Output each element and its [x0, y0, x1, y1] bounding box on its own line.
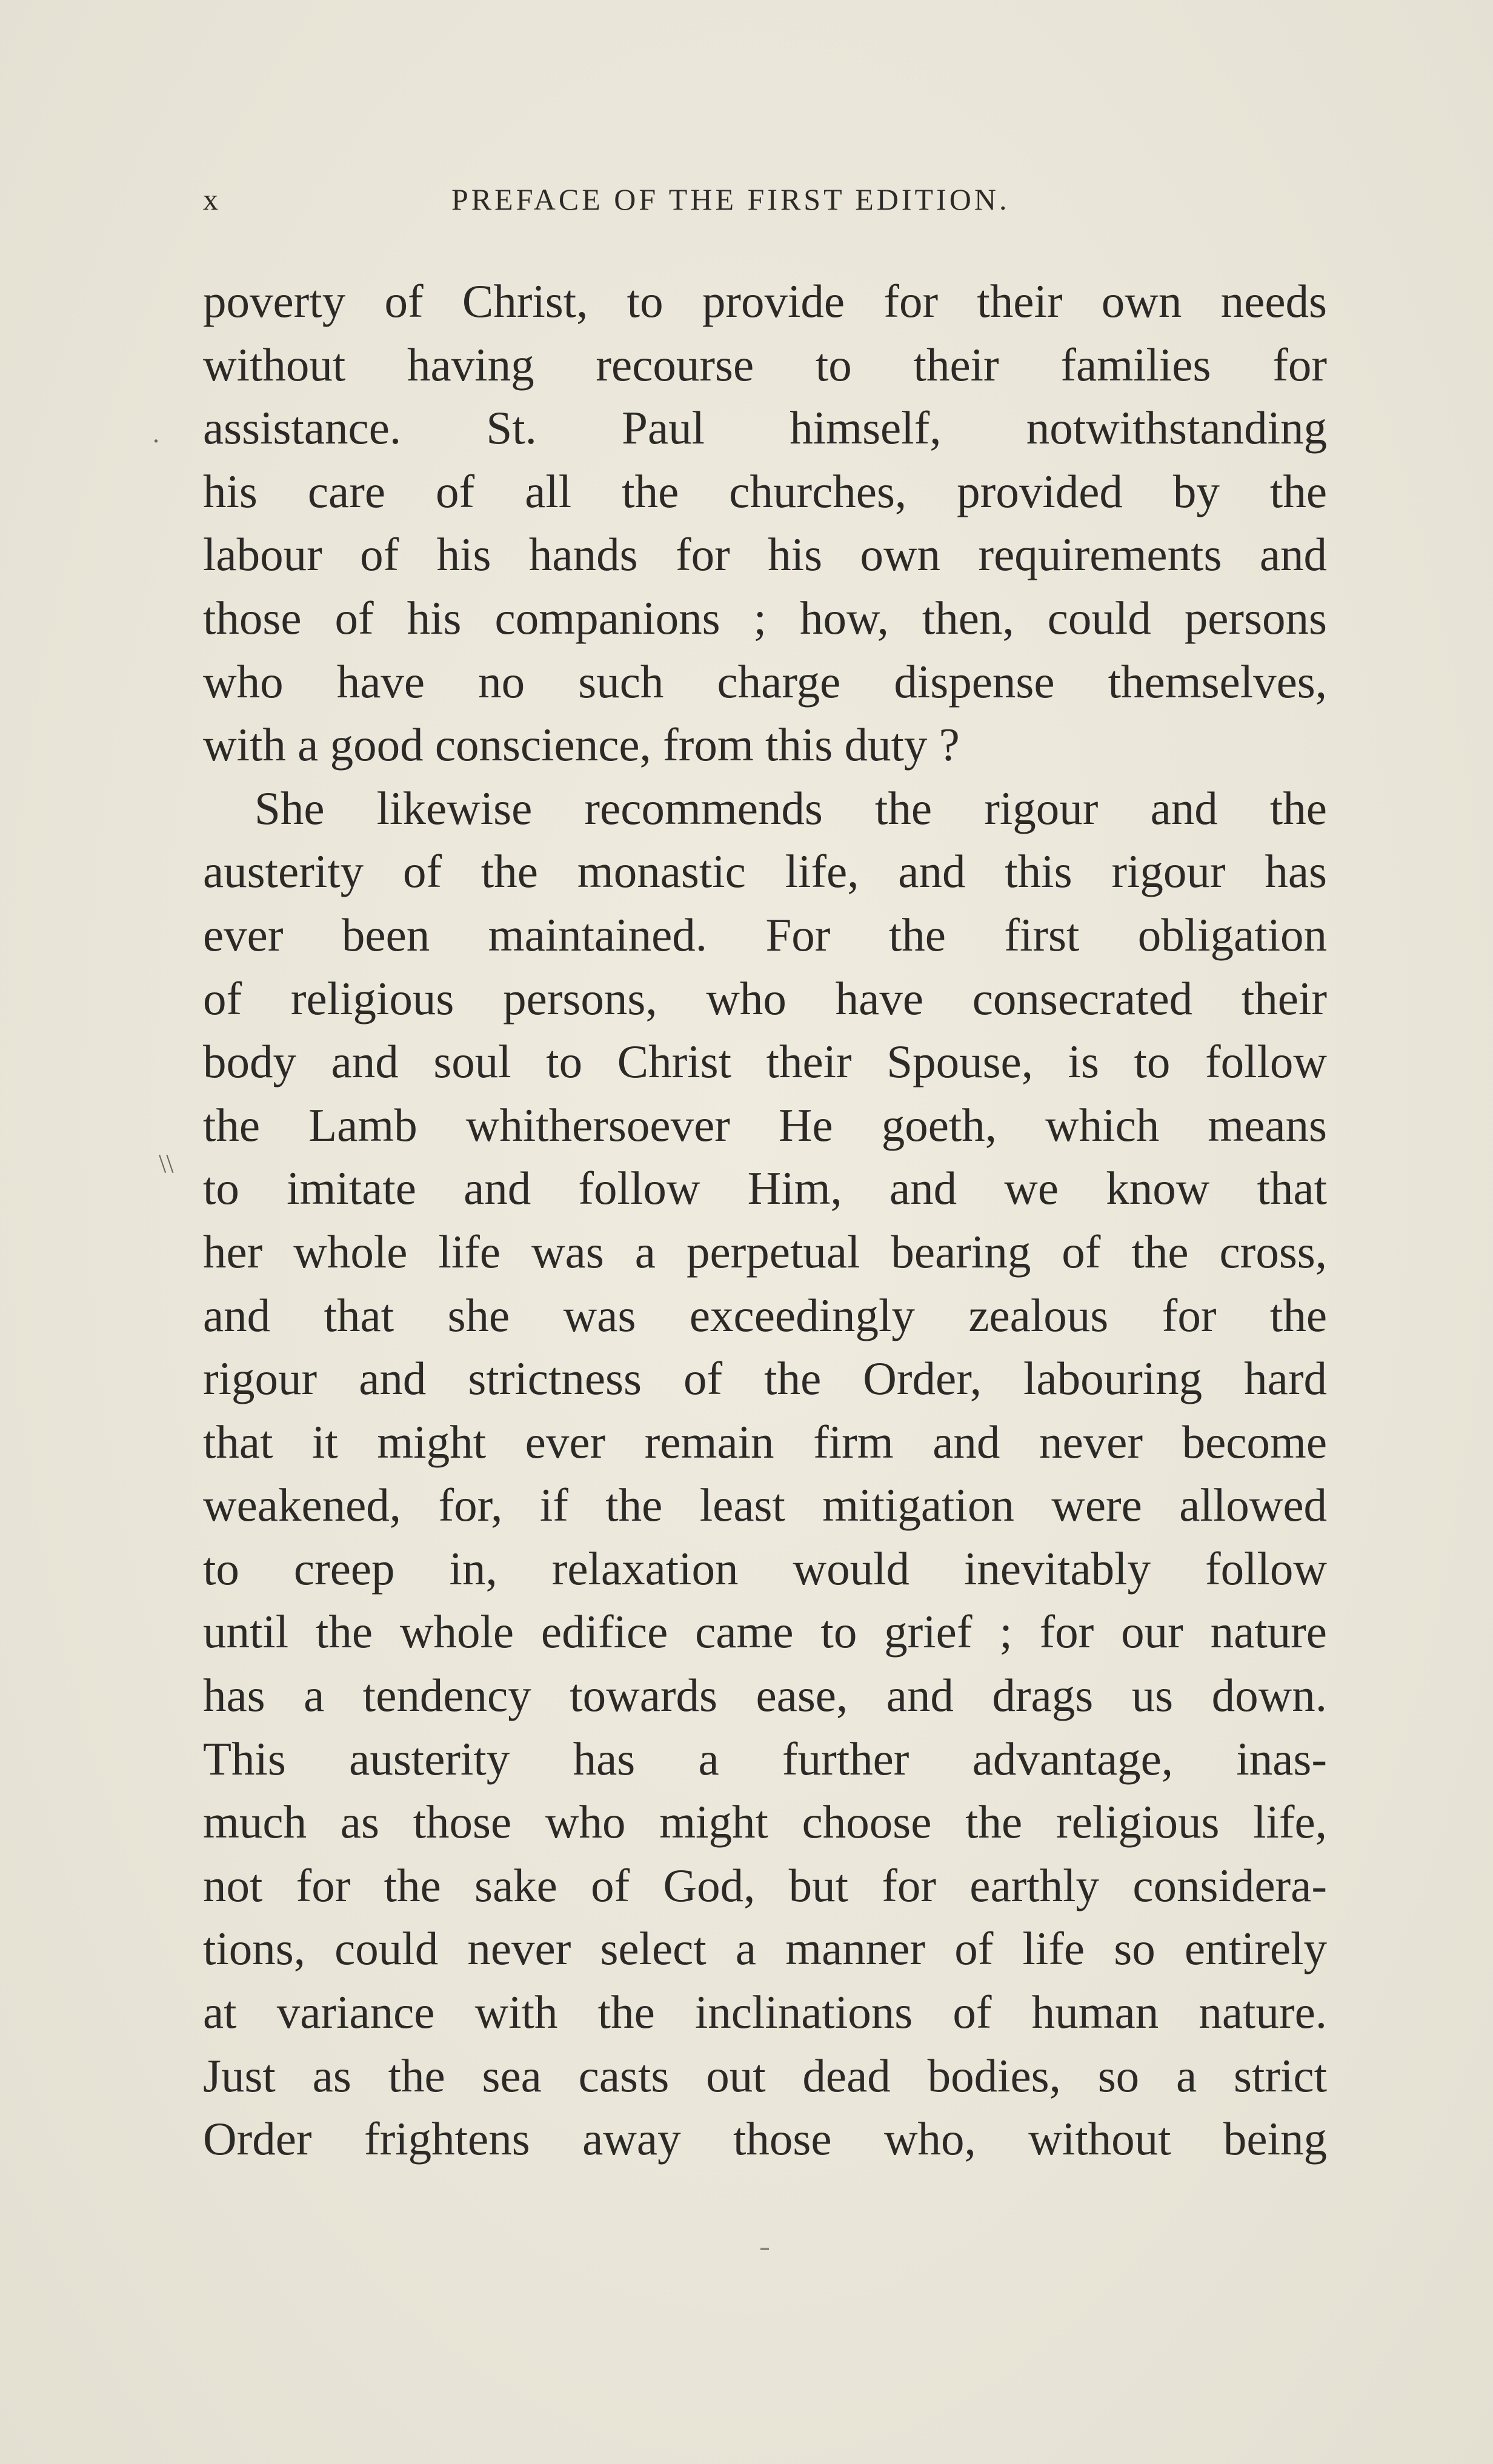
- text-line: labour of his hands for his own requirements and: [203, 528, 1327, 581]
- text-line: her whole life was a perpetual bearing of the cross,: [203, 1225, 1327, 1278]
- text-line: the Lamb whithersoever He goeth, which means: [203, 1098, 1327, 1151]
- text-line: poverty of Christ, to provide for their own needs: [203, 275, 1327, 327]
- body-text: [203, 270, 1327, 2171]
- text-line: not for the sake of God, but for earthly considera-: [203, 1859, 1327, 1911]
- text-line: rigour and strictness of the Order, labouring hard: [203, 1352, 1327, 1405]
- text-line: ever been maintained. For the first obligation: [203, 908, 1327, 961]
- text-line: who have no such charge dispense themselves,: [203, 655, 1327, 708]
- page-blemish: [760, 2248, 769, 2250]
- text-line: his care of all the churches, provided by the: [203, 465, 1327, 517]
- text-line: weakened, for, if the least mitigation were allowed: [203, 1479, 1327, 1532]
- text-line: Order frightens away those who, without being: [203, 2113, 1327, 2165]
- text-line: assistance. St. Paul himself, notwithstanding: [203, 402, 1327, 454]
- page-number: x: [203, 182, 219, 216]
- margin-pencil-mark: \\: [159, 1149, 174, 1178]
- text-line: until the whole edifice came to grief ; for our nature: [203, 1606, 1327, 1658]
- text-line: to imitate and follow Him, and we know that: [203, 1162, 1327, 1215]
- text-line: without having recourse to their families for: [203, 338, 1327, 391]
- text-line: Just as the sea casts out dead bodies, so a strict: [203, 2049, 1327, 2102]
- text-line: This austerity has a further advantage, inas-: [203, 1732, 1327, 1785]
- text-line: and that she was exceedingly zealous for the: [203, 1289, 1327, 1341]
- text-line: has a tendency towards ease, and drags us down.: [203, 1669, 1327, 1722]
- running-title: PREFACE OF THE FIRST EDITION.: [451, 182, 1010, 216]
- text-line: austerity of the monastic life, and this rigour has: [203, 845, 1327, 898]
- text-line: body and soul to Christ their Spouse, is to follow: [203, 1035, 1327, 1088]
- text-line: that it might ever remain firm and never become: [203, 1415, 1327, 1468]
- margin-dot-mark: .: [153, 419, 159, 448]
- text-line: She likewise recommends the rigour and the: [254, 782, 1327, 834]
- text-line: tions, could never select a manner of life so entirely: [203, 1922, 1327, 1975]
- running-head: [203, 182, 1324, 230]
- text-line: to creep in, relaxation would inevitably follow: [203, 1542, 1327, 1595]
- text-line: with a good conscience, from this duty ?: [203, 719, 960, 771]
- text-line: those of his companions ; how, then, could persons: [203, 591, 1327, 644]
- text-line: much as those who might choose the religious life,: [203, 1796, 1327, 1848]
- text-line: of religious persons, who have consecrated their: [203, 972, 1327, 1024]
- text-line: at variance with the inclinations of human nature.: [203, 1986, 1327, 2039]
